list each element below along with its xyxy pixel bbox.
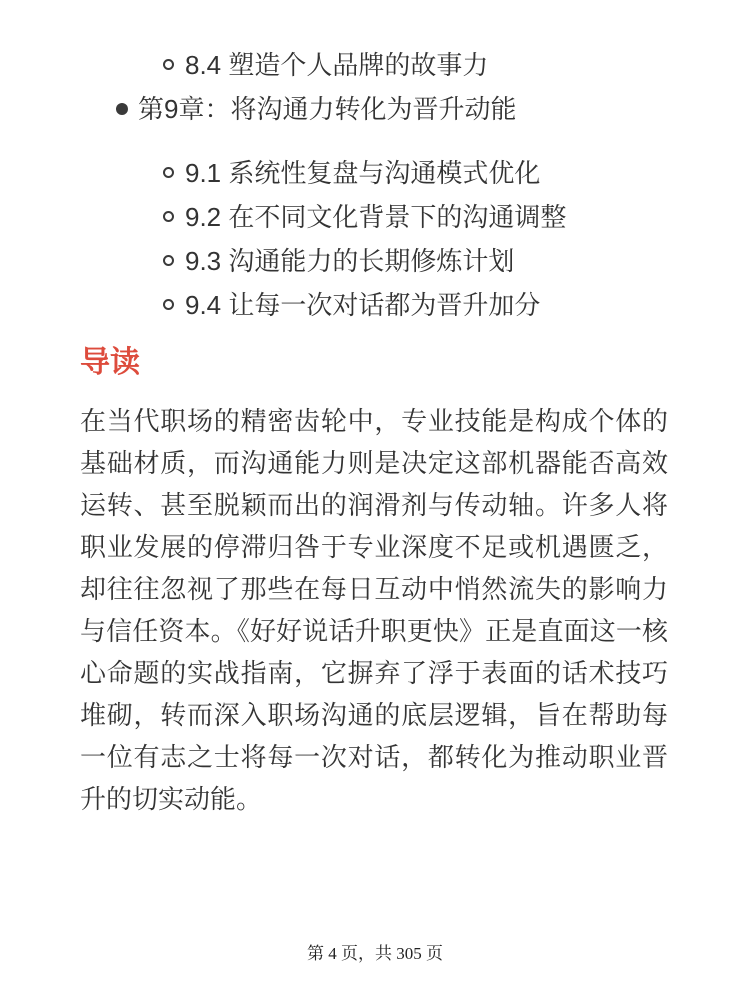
toc-item bbox=[80, 202, 668, 232]
circle-bullet-icon bbox=[163, 211, 174, 222]
circle-bullet-icon bbox=[163, 299, 174, 310]
disc-bullet-icon bbox=[116, 103, 128, 115]
toc-item-label: 8.4 塑造个人品牌的故事力 bbox=[185, 50, 489, 80]
toc-item-label: 9.4 让每一次对话都为晋升加分 bbox=[185, 290, 541, 320]
page-number-indicator: 第 4 页，共 305 页 bbox=[307, 944, 443, 963]
circle-bullet-icon bbox=[163, 255, 174, 266]
circle-bullet-icon bbox=[163, 167, 174, 178]
toc-item-label: 9.3 沟通能力的长期修炼计划 bbox=[185, 246, 515, 276]
toc-item bbox=[80, 290, 668, 320]
toc-item-label: 9.1 系统性复盘与沟通模式优化 bbox=[185, 158, 541, 188]
toc-item-label: 第9章：将沟通力转化为晋升动能 bbox=[138, 94, 517, 124]
toc-item bbox=[80, 50, 668, 80]
toc-item-label: 9.2 在不同文化背景下的沟通调整 bbox=[185, 202, 567, 232]
toc-item bbox=[80, 158, 668, 188]
body-paragraph: 在当代职场的精密齿轮中，专业技能是构成个体的基础材质，而沟通能力则是决定这部机器能否高效运转、甚至脱颖而出的润滑剂与传动轴。许多人将职业发展的停滞归咎于专业深度不足或机遇匮乏，却往往忽视了那些在每日互动中悄然流失的影响力与信任资本。《好好说话升职更快》正是直面这一核心命题的实战指南，它摒弃了浮于表面的话术技巧堆砌，转而深入职场沟通的底层逻辑，旨在帮助每一位有志之士将每一次对话，都转化为推动职业晋升的切实动能。 bbox=[80, 406, 668, 814]
section-heading: 导读 bbox=[80, 346, 140, 379]
toc-item bbox=[80, 246, 668, 276]
table-of-contents bbox=[80, 50, 668, 320]
toc-item-chapter bbox=[80, 94, 668, 124]
circle-bullet-icon bbox=[163, 59, 174, 70]
